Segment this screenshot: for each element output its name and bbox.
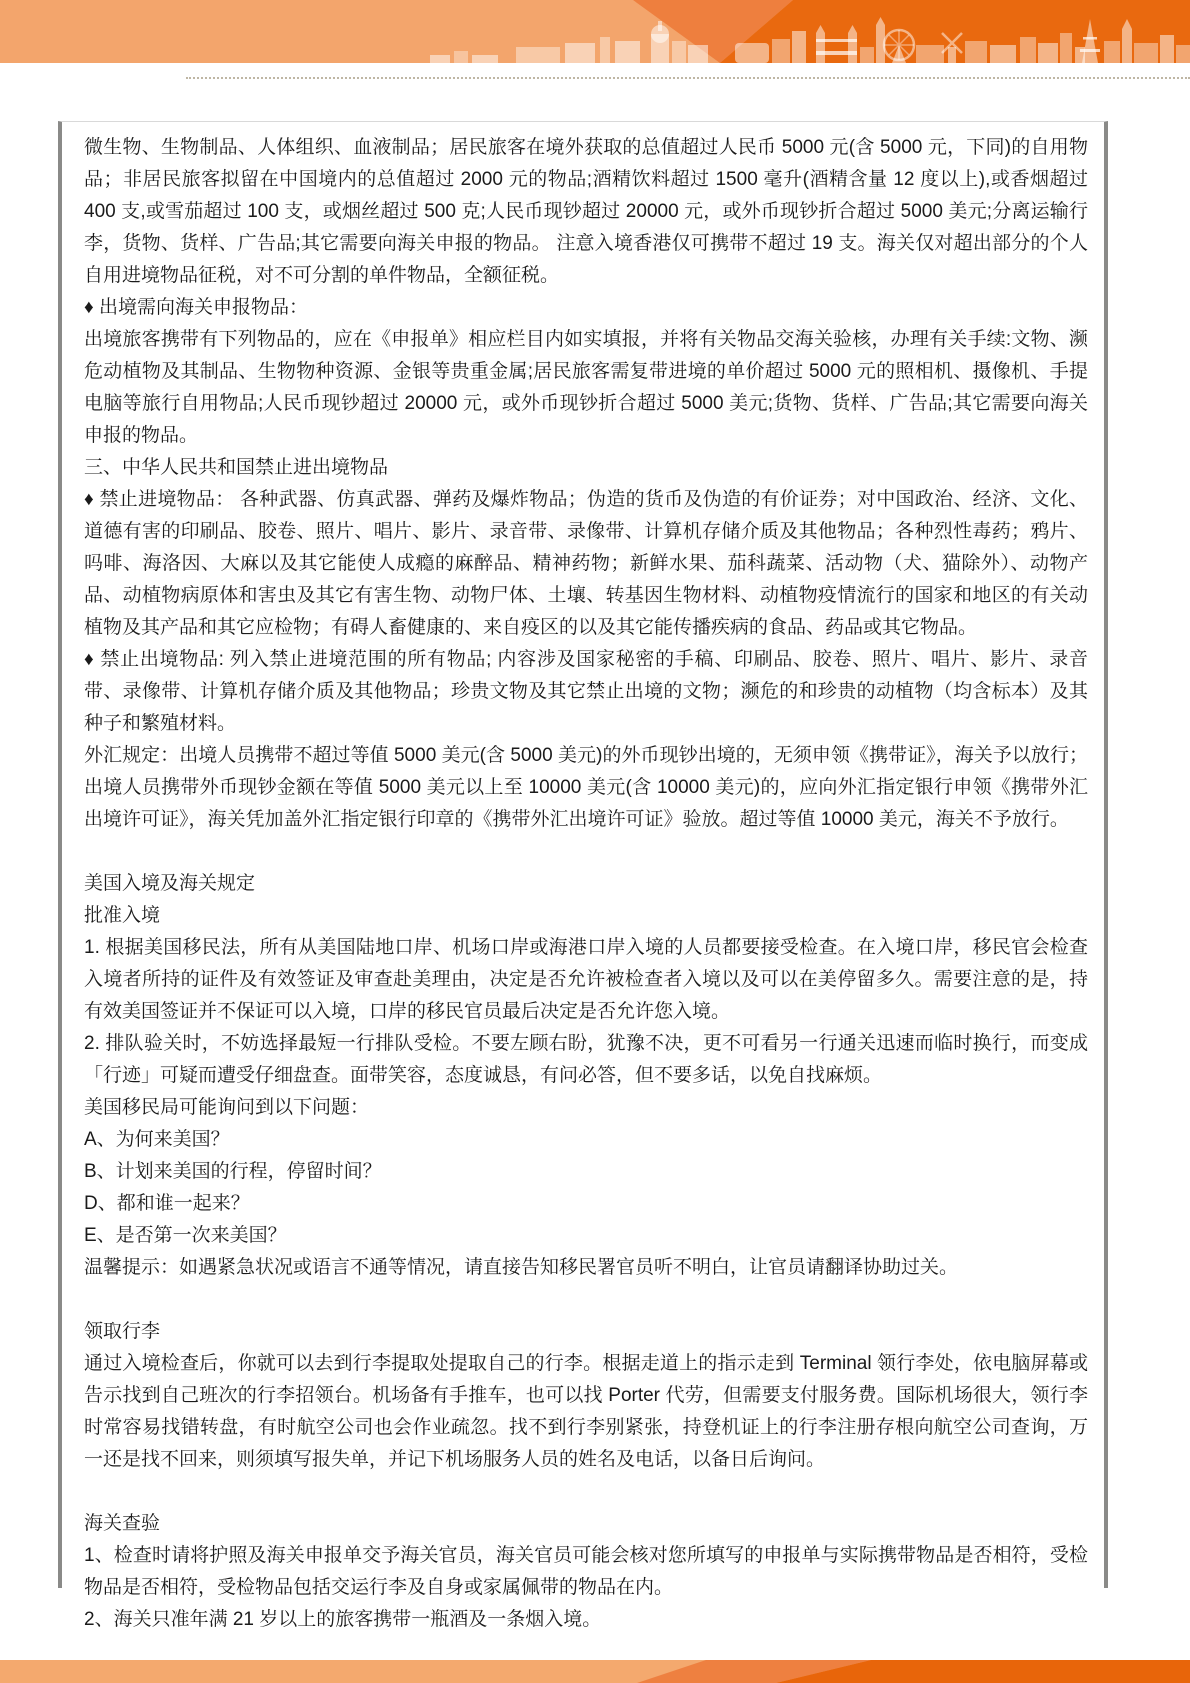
- paragraph: 通过入境检查后，你就可以去到行李提取处提取自己的行李。根据走道上的指示走到 Terminal 领行李处，依电脑屏幕或告示找到自己班次的行李招领台。机场备有手推车，也可以找 Porter 代劳，但需要支付服务费。国际机场很大，领行李时常容易找错转盘，有时航空公司也会作业疏忽。找不到行李别紧张，持登机证上的行李注册存根向航空公司查询，万一还是找不回来，则须填写报失单，并记下机场服务人员的姓名及电话，以备日后询问。: [84, 1353, 1088, 1470]
- dotted-divider: [186, 77, 1190, 79]
- paragraph: 美国移民局可能询问到以下问题：: [84, 1097, 370, 1118]
- paragraph: ♦ 出境需向海关申报物品：: [84, 297, 308, 318]
- paragraph: ♦ 禁止出境物品: 列入禁止进境范围的所有物品; 内容涉及国家秘密的手稿、印刷品、胶卷、照片、唱片、影片、录音带、录像带、计算机存储介质及其他物品；珍贵文物及其它禁止出境的文物；濒危的和珍贵的动植物（均含标本）及其种子和繁殖材料。: [84, 649, 1088, 734]
- paragraph: 出境旅客携带有下列物品的，应在《申报单》相应栏目内如实填报，并将有关物品交海关验核，办理有关手续:文物、濒危动植物及其制品、生物物种资源、金银等贵重金属;居民旅客需复带进境的单价超过 5000 元的照相机、摄像机、手提电脑等旅行自用物品;人民币现钞超过 20000 元，或外币现钞折合超过 5000 美元;货物、货样、广告品;其它需要向海关申报的物品。: [84, 329, 1088, 446]
- paragraph: 领取行李: [84, 1321, 161, 1342]
- paragraph: D、都和谁一起来？: [84, 1193, 250, 1214]
- paragraph: B、计划来美国的行程，停留时间？: [84, 1161, 382, 1182]
- city-skyline-icon: [420, 17, 1190, 63]
- blank-line: [84, 836, 1088, 868]
- paragraph: 1. 根据美国移民法，所有从美国陆地口岸、机场口岸或海港口岸入境的人员都要接受检查。在入境口岸，移民官会检查入境者所持的证件及有效签证及审查赴美理由，决定是否允许被检查者入境以及可以在美停留多久。需要注意的是，持有效美国签证并不保证可以入境，口岸的移民官员最后决定是否允许您入境。: [84, 937, 1088, 1022]
- paragraph: 1、检查时请将护照及海关申报单交予海关官员，海关官员可能会核对您所填写的申报单与实际携带物品是否相符，受检物品是否相符，受检物品包括交运行李及自身或家属佩带的物品在内。: [84, 1545, 1088, 1598]
- document-body: [84, 132, 1088, 1636]
- paragraph: 外汇规定：出境人员携带不超过等值 5000 美元(含 5000 美元)的外币现钞出境的，无须申领《携带证》，海关予以放行；出境人员携带外币现钞金额在等值 5000 美元以上至 10000 美元(含 10000 美元)的，应向外汇指定银行申领《携带外汇出境许可证》，海关凭加盖外汇指定银行印章的《携带外汇出境许可证》验放。超过等值 10000 美元，海关不予放行。: [84, 745, 1088, 830]
- paragraph: 三、中华人民共和国禁止进出境物品: [84, 457, 389, 478]
- paragraph: 2. 排队验关时，不妨选择最短一行排队受检。不要左顾右盼，犹豫不决，更不可看另一行通关迅速而临时换行，而变成「行迹」可疑而遭受仔细盘查。面带笑容，态度诚恳，有问必答，但不要多话，以免自找麻烦。: [84, 1033, 1088, 1086]
- paragraph: 批准入境: [84, 905, 161, 926]
- blank-line: [84, 1284, 1088, 1316]
- paragraph: A、为何来美国？: [84, 1129, 230, 1150]
- header-banner: [0, 0, 1190, 63]
- paragraph: E、是否第一次来美国？: [84, 1225, 287, 1246]
- paragraph: 2、海关只准年满 21 岁以上的旅客携带一瓶酒及一条烟入境。: [84, 1609, 602, 1630]
- blank-line: [84, 1476, 1088, 1508]
- paragraph: 温馨提示：如遇紧急状况或语言不通等情况，请直接告知移民署官员听不明白，让官员请翻译协助过关。: [84, 1257, 959, 1278]
- paragraph: 微生物、生物制品、人体组织、血液制品；居民旅客在境外获取的总值超过人民币 5000 元(含 5000 元，下同)的自用物品；非居民旅客拟留在中国境内的总值超过 2000 元的物品;酒精饮料超过 1500 毫升(酒精含量 12 度以上),或香烟超过 400 支,或雪茄超过 100 支，或烟丝超过 500 克;人民币现钞超过 20000 元，或外币现钞折合超过 5000 美元;分离运输行李，货物、货样、广告品;其它需要向海关申报的物品。 注意入境香港仅可携带不超过 19 支。海关仅对超出部分的个人自用进境物品征税，对不可分割的单件物品，全额征税。: [84, 137, 1088, 286]
- footer-banner: [0, 1660, 1190, 1683]
- content-box: [58, 121, 1108, 1630]
- paragraph: 海关查验: [84, 1513, 161, 1534]
- paragraph: 美国入境及海关规定: [84, 873, 256, 894]
- paragraph: ♦ 禁止进境物品： 各种武器、仿真武器、弹药及爆炸物品；伪造的货币及伪造的有价证券；对中国政治、经济、文化、道德有害的印刷品、胶卷、照片、唱片、影片、录音带、录像带、计算机存储介质及其他物品；各种烈性毒药；鸦片、吗啡、海洛因、大麻以及其它能使人成瘾的麻醉品、精神药物；新鲜水果、茄科蔬菜、活动物（犬、猫除外）、动物产品、动植物病原体和害虫及其它有害生物、动物尸体、土壤、转基因生物材料、动植物疫情流行的国家和地区的有关动植物及其产品和其它应检物；有碍人畜健康的、来自疫区的以及其它能传播疾病的食品、药品或其它物品。: [84, 489, 1088, 638]
